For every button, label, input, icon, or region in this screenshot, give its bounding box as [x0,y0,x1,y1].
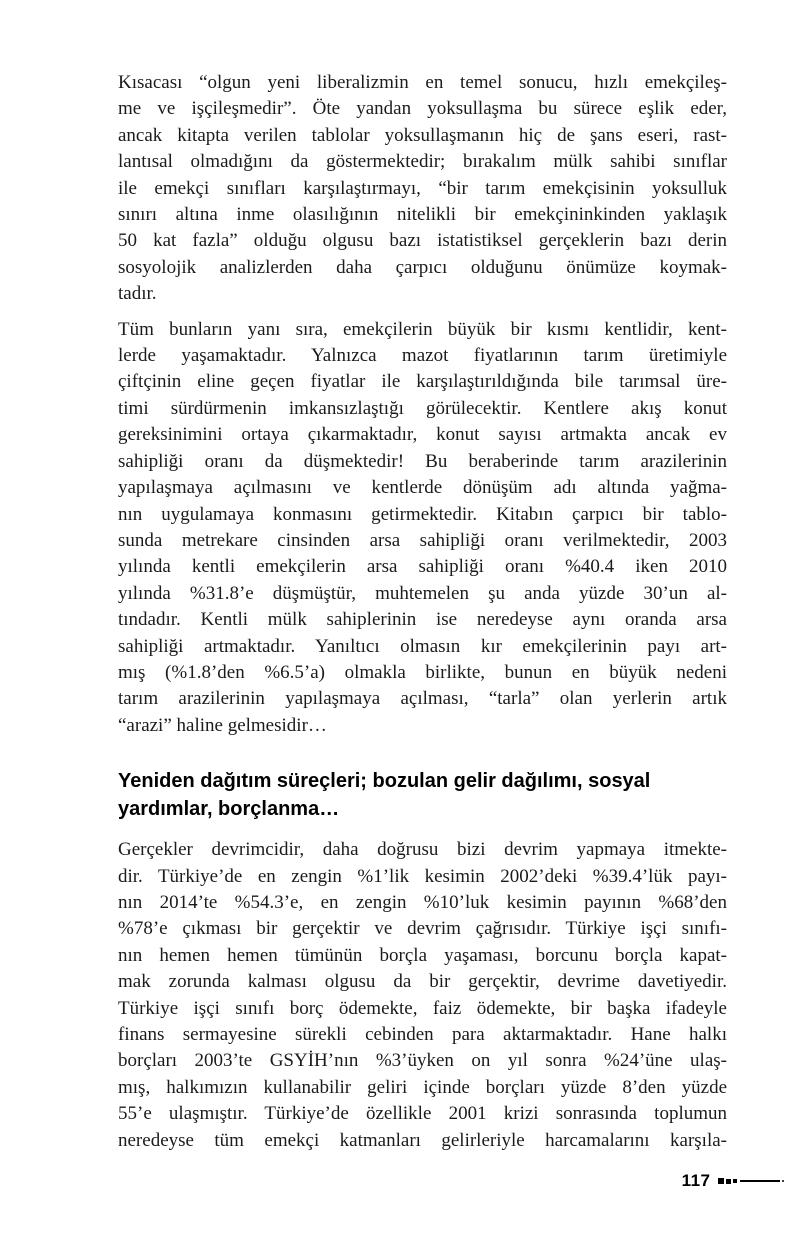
paragraph-2: Tüm bunların yanı sıra, emekçilerin büyük bir kısmı kentlidir, kent- lerde yaşamaktadır. Yalnızca mazot fiyatlarının tarım üretimiyle çiftçinin eline geçen fiyatlar ile karşılaştırıldığında bile tarımsal üre- timi sürdürmenin imkansızlaştığı görülecektir. Kentlere akış konut gereksinimini ortaya çıkarmaktadır, konut sayısı artmakta ancak ev sahipliği oranı da düşmektedir! Bu beraberinde tarım arazilerinin yapılaşmaya açılmasını ve kentlerde dönüşüm adı altında yağma- nın uygulamaya konmasını getirmektedir. Kitabın çarpıcı bir tablo- sunda metrekare cinsinden arsa sahipliği oranı verilmektedir, 2003 yılında kentli emekçilerin arsa sahipliği oranı %40.4 iken 2010 yılında %31.8’e düşmüştür, muhtemelen şu anda yüzde 30’un al- tındadır. Kentli mülk sahiplerinin ise neredeyse aynı oranda arsa sahipliği artmaktadır. Yanıltıcı olmasın kır emekçilerinin payı art- mış (%1.8’den %6.5’a) olmakla birlikte, bunun en büyük nedeni tarım arazilerinin yapılaşmaya açılması, “tarla” olan yerlerin artık “arazi” haline gelmesidir… [118,318,727,736]
ornament-line [740,1180,780,1182]
section-heading: Yeniden dağıtım süreçleri; bozulan gelir dağılımı, sosyal yardımlar, borçlanma… [118,770,651,821]
page-number: 117 [681,1171,711,1190]
ornament-square-icon [733,1179,737,1183]
paragraph-1: Kısacası “olgun yeni liberalizmin en temel sonucu, hızlı emekçileş- me ve işçileşmedir”. Öte yandan yoksullaşma bu sürece eşlik eder, ancak kitapta verilen tablolar yoksullaşmanın hiç de şans eseri, rast- lantısal olmadığını da göstermektedir; bırakalım mülk sahibi sınıflar ile emekçi sınıfları karşılaştırmayı, “bir tarım emekçisinin yoksulluk sınırı altına inme olasılığının nitelikli bir emekçininkinden yaklaşık 50 kat fazla” olduğu olgusu bazı istatistiksel gerçeklerin bazı derin sosyolojik analizlerden daha çarpıcı olduğunu önümüze koymak- tadır. [118,72,727,305]
ornament-square-icon [726,1179,731,1184]
paragraph-3: Gerçekler devrimcidir, daha doğrusu bizi devrim yapmaya itmekte- dir. Türkiye’de en zengin %1’lik kesimin 2002’deki %39.4’lük payı- nın 2014’te %54.3’e, en zengin %10’luk kesimin payının %68’den %78’e çıkması bir gerçektir ve devrim çağrısıdır. Türkiye işçi sınıfı- nın hemen hemen tümünün borçla yaşaması, borcunu borçla kapat- mak zorunda kalması olgusu da bir gerçektir, devrime davetiyedir. Türkiye işçi sınıfı borç ödemekte, faiz ödemekte, bir başka ifadeyle finans sermayesine sürekli cebinden para aktarmaktadır. Hane halkı borçları 2003’te GSYİH’nın %3’üyken on yıl sonra %24’üne ulaş- mış, halkımızın kullanabilir geliri içinde borçları yüzde 8’den yüzde 55’e ulaşmıştır. Türkiye’de özellikle 2001 krizi sonrasında toplumun neredeyse tüm emekçi katmanları gelirleriyle harcamalarını karşıla- [118,839,727,1151]
ornament-square-icon [718,1178,724,1184]
page-footer [682,1171,784,1191]
text-block [118,70,727,1163]
squares-ornament-icon [718,1178,737,1184]
ornament-dot-icon [782,1180,785,1183]
